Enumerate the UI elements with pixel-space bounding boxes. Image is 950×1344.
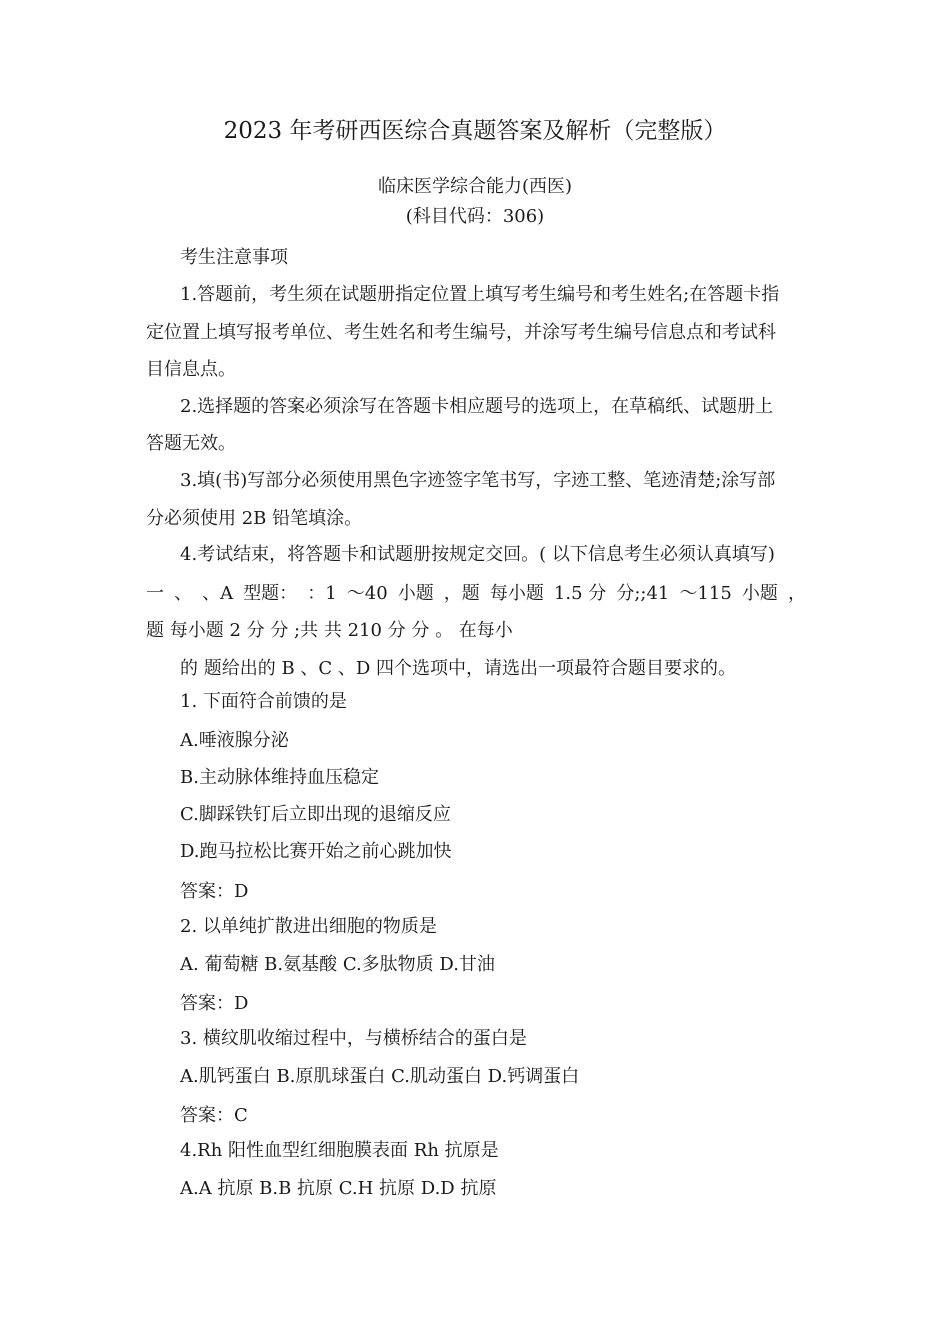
notice-line: 分必须使用 2B 铅笔填涂。: [146, 508, 363, 529]
section-part: ～115: [679, 583, 732, 604]
notice-line: 2.选择题的答案必须涂写在答题卡相应题号的选项上，在草稿纸、试题册上: [180, 396, 774, 417]
section-part: ，题: [443, 583, 480, 604]
question-answer: 答案：D: [180, 881, 249, 902]
section-part: 一: [146, 583, 164, 604]
section-part: ～40: [346, 583, 388, 604]
question-option: C.脚踩铁钉后立即出现的退缩反应: [180, 804, 451, 825]
notice-line: 1.答题前，考生须在试题册指定位置上填写考生编号和考生姓名;在答题卡指: [180, 284, 780, 305]
section-part: 分;;41: [616, 583, 670, 604]
section-part: 、: [174, 583, 193, 604]
question-option: B.主动脉体维持血压稳定: [180, 767, 379, 788]
question-answer: 答案：C: [180, 1105, 248, 1126]
notice-heading: 考生注意事项: [180, 247, 288, 268]
notice-line: 目信息点。: [146, 359, 236, 380]
question-option: D.跑马拉松比赛开始之前心跳加快: [180, 841, 452, 862]
section-part: 每小题: [489, 583, 544, 604]
section-instruction-line: 题 每小题 2 分 分 ;共 共 210 分 分 。 在每小: [146, 620, 513, 641]
section-part: 1.5 分: [553, 583, 607, 604]
question-option: A.唾液腺分泌: [180, 730, 289, 751]
section-part: 小题: [397, 583, 434, 604]
section-part: 型题：: [243, 583, 298, 604]
document-title: 2023 年考研西医综合真题答案及解析（完整版）: [223, 118, 727, 144]
section-instruction-line: 的 题给出的 B 、C 、D 四个选项中，请选出一项最符合题目要求的。: [180, 658, 737, 679]
notice-line: 3.填(书)写部分必须使用黑色字迹签字笔书写，字迹工整、笔迹清楚;涂写部: [180, 470, 776, 491]
question-options: A.肌钙蛋白 B.原肌球蛋白 C.肌动蛋白 D.钙调蛋白: [180, 1066, 580, 1087]
question-stem: 4.Rh 阳性血型红细胞膜表面 Rh 抗原是: [180, 1140, 499, 1161]
question-stem: 1. 下面符合前馈的是: [180, 691, 347, 712]
section-part: 小题: [741, 583, 778, 604]
question-answer: 答案：D: [180, 993, 249, 1014]
section-part: ：1: [307, 583, 337, 604]
section-part: 、A: [202, 583, 234, 604]
subject-name: 临床医学综合能力(西医): [377, 176, 573, 197]
question-options: A. 葡萄糖 B.氨基酸 C.多肽物质 D.甘油: [180, 954, 495, 975]
notice-line: 定位置上填写报考单位、考生姓名和考生编号，并涂写考生编号信息点和考试科: [146, 322, 776, 343]
question-stem: 2. 以单纯扩散进出细胞的物质是: [180, 916, 437, 937]
question-options: A.A 抗原 B.B 抗原 C.H 抗原 D.D 抗原: [180, 1178, 497, 1199]
notice-line: 答题无效。: [146, 433, 236, 454]
section-part: ，: [787, 583, 806, 604]
subject-code: (科目代码：306): [405, 206, 545, 227]
section-instruction: [146, 582, 806, 606]
question-stem: 3. 横纹肌收缩过程中，与横桥结合的蛋白是: [180, 1028, 527, 1049]
notice-line: 4.考试结束，将答题卡和试题册按规定交回。( 以下信息考生必须认真填写): [180, 544, 775, 565]
